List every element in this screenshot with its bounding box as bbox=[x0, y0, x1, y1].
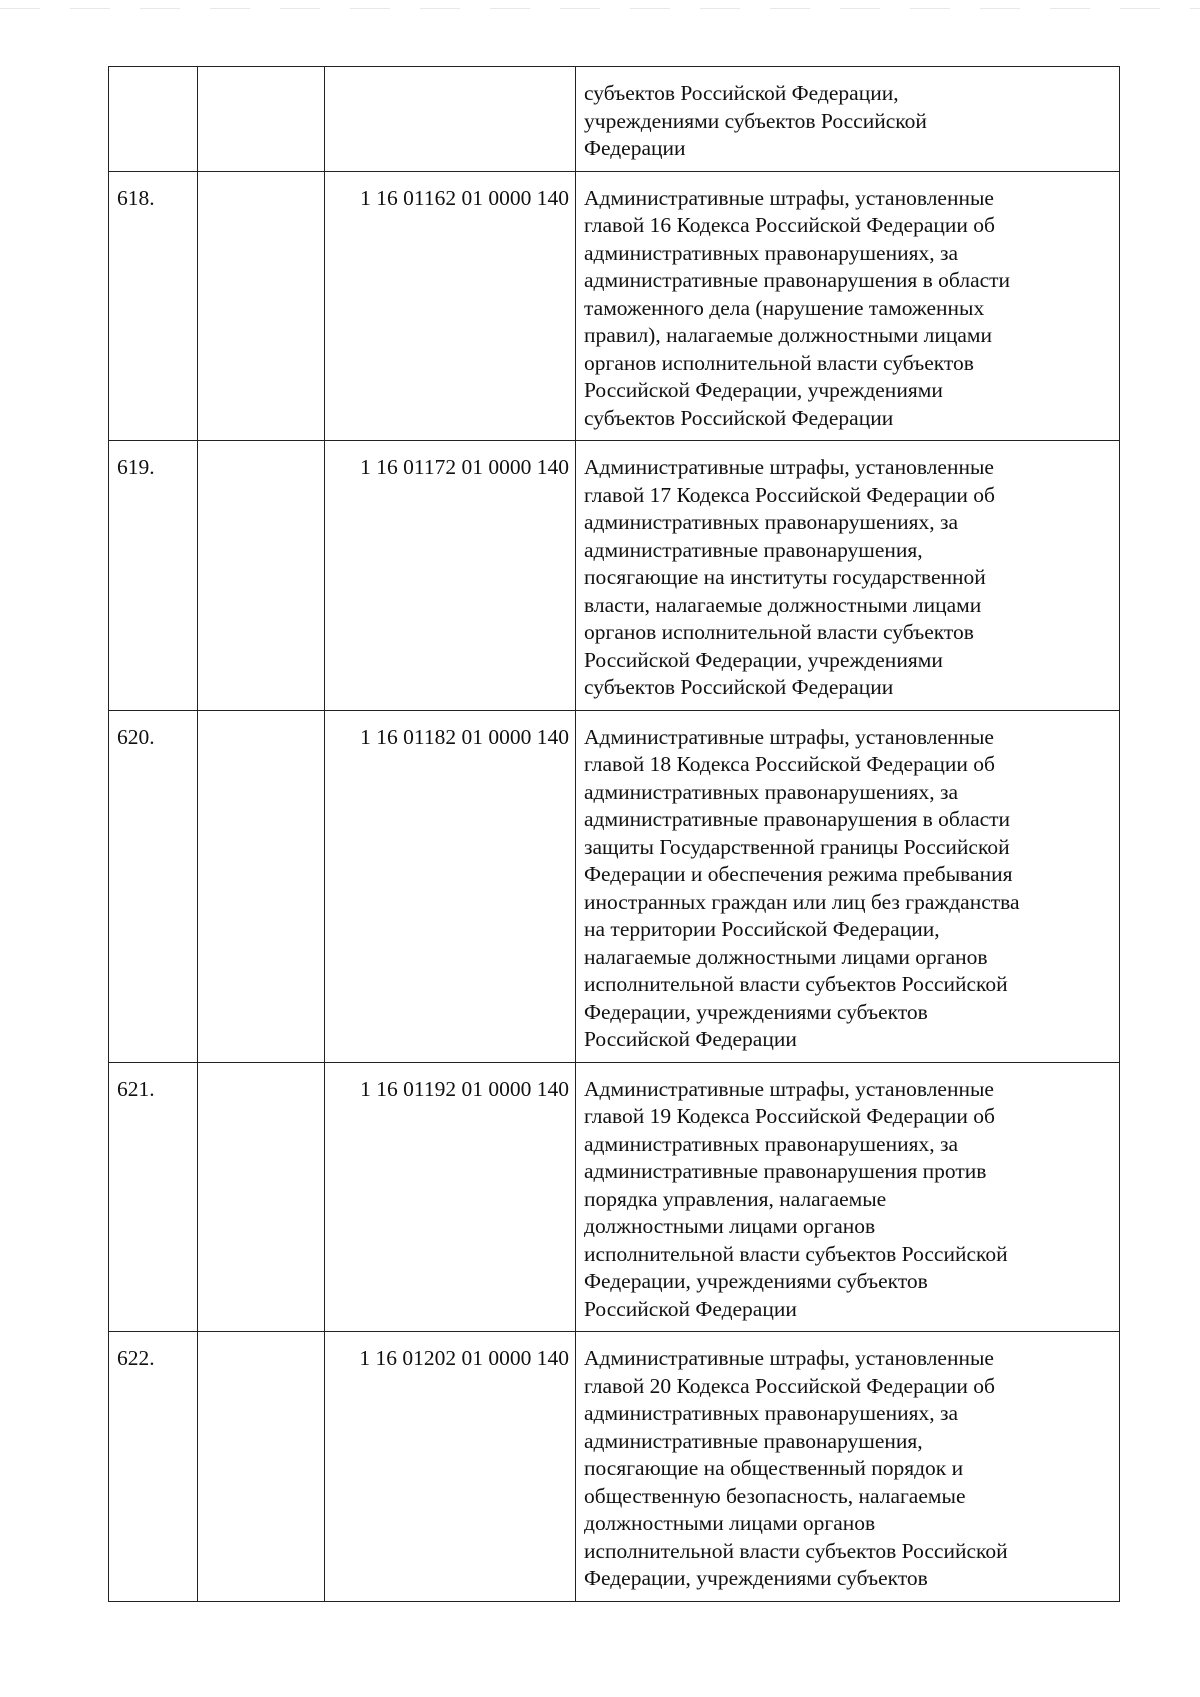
table-row bbox=[109, 1062, 1120, 1332]
budget-code: 1 16 01182 01 0000 140 bbox=[325, 710, 576, 1062]
description-line: административные правонарушения в области bbox=[584, 807, 1011, 831]
admin-code-cell bbox=[198, 1062, 325, 1332]
description-line: Федерации, учреждениями субъектов bbox=[584, 999, 928, 1024]
scan-artifact-line bbox=[0, 8, 1200, 9]
description-line: главой 20 Кодекса Российской Федерации об bbox=[584, 1373, 995, 1398]
description-line: должностными лицами органов bbox=[584, 1214, 876, 1238]
row-number: 620. bbox=[109, 710, 198, 1062]
budget-code: 1 16 01172 01 0000 140 bbox=[325, 441, 576, 711]
row-number bbox=[109, 67, 198, 172]
description-line: Федерации, учреждениями субъектов bbox=[584, 1566, 928, 1590]
description-line: административные правонарушения, bbox=[584, 1428, 923, 1453]
description-line: Федерации bbox=[584, 136, 686, 160]
description-line: органов исполнительной власти субъектов bbox=[584, 620, 974, 644]
description-line: главой 19 Кодекса Российской Федерации об bbox=[584, 1104, 995, 1128]
budget-code bbox=[325, 67, 576, 172]
budget-code: 1 16 01192 01 0000 140 bbox=[325, 1062, 576, 1332]
revenue-description bbox=[576, 441, 1120, 711]
description-line: административных правонарушениях, за bbox=[584, 510, 959, 534]
revenue-description bbox=[576, 67, 1120, 172]
description-line: Федерации и обеспечения режима пребывания bbox=[584, 862, 1013, 886]
description-line: посягающие на общественный порядок и bbox=[584, 1456, 964, 1480]
admin-code-cell bbox=[198, 171, 325, 441]
budget-code: 1 16 01162 01 0000 140 bbox=[325, 171, 576, 441]
table-body bbox=[109, 67, 1120, 1602]
revenue-description bbox=[576, 171, 1120, 441]
admin-code-cell bbox=[198, 710, 325, 1062]
description-line: Российской Федерации bbox=[584, 1296, 797, 1321]
description-line: Административные штрафы, установленные bbox=[584, 1076, 994, 1101]
revenue-description bbox=[576, 1332, 1120, 1602]
admin-code-cell bbox=[198, 67, 325, 172]
row-number: 621. bbox=[109, 1062, 198, 1332]
description-line: учреждениями субъектов Российской bbox=[584, 108, 927, 133]
table-row bbox=[109, 710, 1120, 1062]
admin-code-cell bbox=[198, 1332, 325, 1602]
table-row bbox=[109, 441, 1120, 711]
description-line: правил), налагаемые должностными лицами bbox=[584, 323, 993, 347]
description-line: на территории Российской Федерации, bbox=[584, 917, 940, 941]
table-row bbox=[109, 67, 1120, 172]
budget-classification-table bbox=[108, 66, 1120, 1602]
description-line: главой 16 Кодекса Российской Федерации об bbox=[584, 213, 995, 237]
description-line: административные правонарушения в области bbox=[584, 268, 1011, 292]
table-row bbox=[109, 1332, 1120, 1602]
description-line: порядка управления, налагаемые bbox=[584, 1186, 887, 1211]
description-line: главой 17 Кодекса Российской Федерации об bbox=[584, 482, 995, 507]
row-number: 618. bbox=[109, 171, 198, 441]
row-number: 619. bbox=[109, 441, 198, 711]
description-line: посягающие на институты государственной bbox=[584, 565, 986, 589]
description-line: Административные штрафы, установленные bbox=[584, 1346, 994, 1370]
description-line: таможенного дела (нарушение таможенных bbox=[584, 295, 985, 320]
description-line: Административные штрафы, установленные bbox=[584, 724, 994, 749]
revenue-description bbox=[576, 710, 1120, 1062]
description-line: Административные штрафы, установленные bbox=[584, 185, 994, 210]
description-line: Российской Федерации, учреждениями bbox=[584, 647, 943, 672]
description-line: исполнительной власти субъектов Российской bbox=[584, 1538, 1008, 1563]
description-line: административных правонарушениях, за bbox=[584, 1131, 959, 1156]
description-line: главой 18 Кодекса Российской Федерации об bbox=[584, 752, 995, 776]
description-line: субъектов Российской Федерации bbox=[584, 675, 894, 699]
description-line: власти, налагаемые должностными лицами bbox=[584, 592, 982, 617]
description-line: Российской Федерации bbox=[584, 1027, 797, 1051]
description-line: Федерации, учреждениями субъектов bbox=[584, 1269, 928, 1293]
revenue-description bbox=[576, 1062, 1120, 1332]
description-line: органов исполнительной власти субъектов bbox=[584, 350, 974, 375]
table-row bbox=[109, 171, 1120, 441]
budget-code: 1 16 01202 01 0000 140 bbox=[325, 1332, 576, 1602]
description-line: Российской Федерации, учреждениями bbox=[584, 378, 943, 402]
description-line: административных правонарушениях, за bbox=[584, 240, 959, 265]
description-line: административные правонарушения против bbox=[584, 1159, 987, 1183]
description-line: защиты Государственной границы Российской bbox=[584, 834, 1010, 859]
description-line: общественную безопасность, налагаемые bbox=[584, 1483, 966, 1508]
description-line: административных правонарушениях, за bbox=[584, 779, 959, 804]
description-line: административных правонарушениях, за bbox=[584, 1401, 959, 1425]
description-line: субъектов Российской Федерации, bbox=[584, 81, 899, 105]
description-line: субъектов Российской Федерации bbox=[584, 405, 894, 430]
description-line: налагаемые должностными лицами органов bbox=[584, 944, 988, 969]
description-line: административные правонарушения, bbox=[584, 537, 923, 562]
description-line: Административные штрафы, установленные bbox=[584, 455, 994, 479]
row-number: 622. bbox=[109, 1332, 198, 1602]
admin-code-cell bbox=[198, 441, 325, 711]
description-line: исполнительной власти субъектов Российской bbox=[584, 972, 1008, 996]
description-line: иностранных граждан или лиц без гражданства bbox=[584, 889, 1020, 914]
description-line: исполнительной власти субъектов Российской bbox=[584, 1241, 1008, 1266]
description-line: должностными лицами органов bbox=[584, 1511, 876, 1535]
